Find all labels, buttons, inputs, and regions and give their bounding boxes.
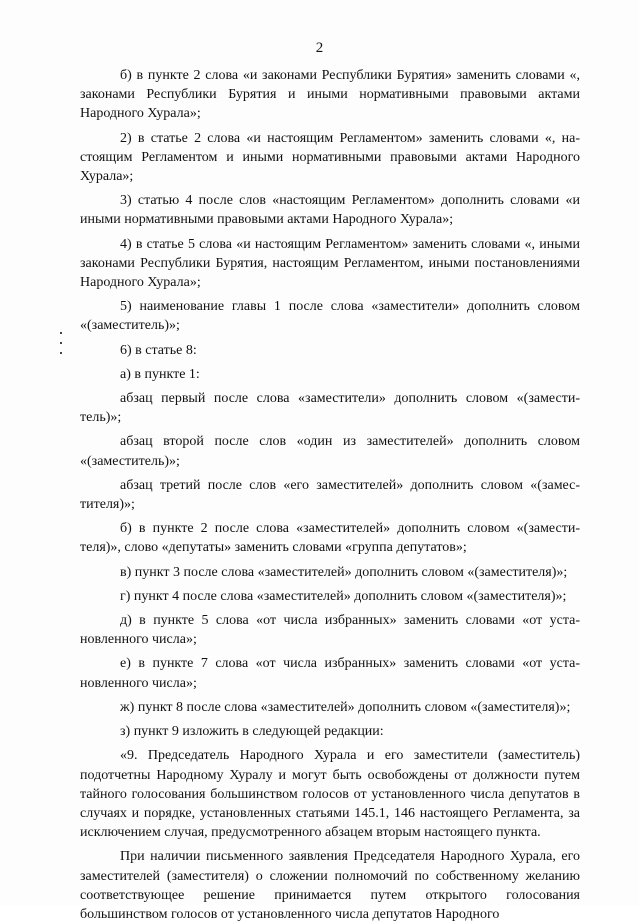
paragraph: е) в пункте 7 слова «от числа избранных» заменить словами «от установленного числа»; bbox=[80, 656, 580, 691]
paragraph: д) в пункте 5 слова «от числа избранных» заменить словами «от установленного числа»; bbox=[80, 613, 580, 648]
paragraph: 6) в статье 8: bbox=[120, 342, 197, 358]
paragraph: 5) наименование главы 1 после слова «заместители» дополнить словом «(заместитель)»; bbox=[80, 299, 580, 334]
scan-mark bbox=[60, 332, 62, 334]
paragraph: з) пункт 9 изложить в следующей редакции: bbox=[120, 724, 384, 740]
scan-mark bbox=[60, 342, 62, 344]
paragraph: а) в пункте 1: bbox=[120, 366, 200, 382]
paragraph: 3) статью 4 после слов «настоящим Регламентом» дополнить словами «и иными нормативными правовыми актами Народного Хурала»; bbox=[80, 193, 580, 228]
paragraph: ж) пункт 8 после слова «заместителей» дополнить словом «(заместителя)»; bbox=[120, 699, 571, 715]
paragraph: абзац первый после слова «заместители» дополнить словом «(заместитель)»; bbox=[80, 391, 580, 426]
scan-mark bbox=[60, 352, 62, 354]
paragraph: б) в пункте 2 слова «и законами Республики Бурятия» заменить словами «, законами Республики Бурятия и иными нормативными правовыми актами Народного Хурала»; bbox=[80, 68, 580, 122]
document-body bbox=[80, 66, 580, 924]
paragraph: г) пункт 4 после слова «заместителей» дополнить словом «(заместителя)»; bbox=[120, 588, 567, 604]
paragraph: 4) в статье 5 слова «и настоящим Регламентом» заменить словами «, иными законами Республики Бурятия, настоящим Регламентом, иными постановлениями Народного Хурала»; bbox=[80, 236, 580, 291]
page-number: 2 bbox=[315, 40, 324, 56]
paragraph: б) в пункте 2 после слова «заместителей» дополнить словом «(заместителя)», слово «депутаты» заменить словами «группа депутатов»; bbox=[80, 521, 580, 556]
paragraph: абзац третий после слов «его заместителей» дополнить словом «(заместителя)»; bbox=[80, 477, 580, 513]
paragraph: в) пункт 3 после слова «заместителей» дополнить словом «(заместителя)»; bbox=[120, 564, 568, 580]
paragraph: 2) в статье 2 слова «и настоящим Регламентом» заменить словами «, настоящим Регламентом и иными нормативными правовыми актами Народного Хурала»; bbox=[80, 130, 580, 185]
paragraph: абзац второй после слов «один из заместителей» дополнить словом «(заместитель)»; bbox=[80, 434, 580, 469]
paragraph: «9. Председатель Народного Хурала и его заместители (заместитель) подотчетны Народному Хуралу и могут быть освобождены от должности путем тайного голосования большинством голосов от установленного числа депутатов в случаях и порядке, установленных статьями 145.1, 146 настоящего Регламента, за исключением случая, предусмотренного абзацем вторым настоящего пункта. bbox=[80, 748, 580, 841]
paragraph: При наличии письменного заявления Председателя Народного Хурала, его заместителей (заместителя) о сложении полномочий по собственному желанию соответствующее решение принимается путем открытого голосования большинством голосов от установленного числа депутатов Народного bbox=[80, 849, 580, 922]
